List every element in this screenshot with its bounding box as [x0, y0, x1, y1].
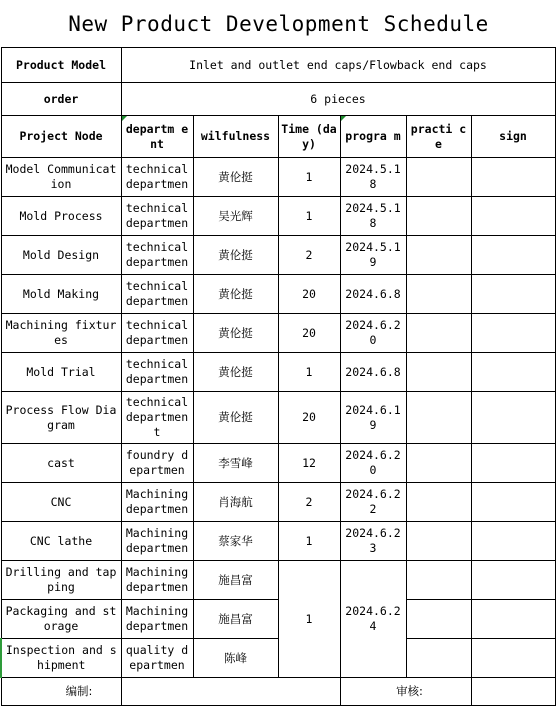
program-cell[interactable]: 2024.6.20: [340, 444, 406, 483]
department-cell[interactable]: technical departmen: [121, 158, 193, 197]
sign-cell[interactable]: [471, 275, 555, 314]
col-header-sign: sign: [471, 116, 555, 158]
program-cell-merged[interactable]: 2024.6.24: [340, 561, 406, 678]
practice-cell[interactable]: [406, 561, 471, 600]
table-row: [1, 444, 555, 483]
node-cell[interactable]: Mold Making: [1, 275, 121, 314]
practice-cell[interactable]: [406, 275, 471, 314]
person-cell[interactable]: 肖海航: [193, 483, 278, 522]
footer-row: [1, 678, 555, 706]
time-cell[interactable]: 1: [278, 353, 340, 392]
department-cell[interactable]: foundry departmen: [121, 444, 193, 483]
practice-cell[interactable]: [406, 392, 471, 444]
person-cell[interactable]: 黄伦挺: [193, 392, 278, 444]
sign-cell[interactable]: [471, 314, 555, 353]
program-cell[interactable]: 2024.5.18: [340, 158, 406, 197]
time-cell[interactable]: 20: [278, 392, 340, 444]
program-cell[interactable]: 2024.6.8: [340, 275, 406, 314]
table-row: [1, 561, 555, 600]
practice-cell[interactable]: [406, 483, 471, 522]
program-cell[interactable]: 2024.6.20: [340, 314, 406, 353]
department-cell[interactable]: technical departmen: [121, 275, 193, 314]
practice-cell[interactable]: [406, 158, 471, 197]
table-row: [1, 483, 555, 522]
time-cell-merged[interactable]: 1: [278, 561, 340, 678]
department-cell[interactable]: technical departmen: [121, 236, 193, 275]
person-cell[interactable]: 吴光辉: [193, 197, 278, 236]
table-row: [1, 522, 555, 561]
program-cell[interactable]: 2024.5.18: [340, 197, 406, 236]
table-row: [1, 275, 555, 314]
department-cell[interactable]: technical departmen t: [121, 392, 193, 444]
node-cell[interactable]: Model Communication: [1, 158, 121, 197]
person-cell[interactable]: 施昌富: [193, 561, 278, 600]
node-cell[interactable]: Machining fixtures: [1, 314, 121, 353]
header-row: [1, 116, 555, 158]
node-cell[interactable]: Mold Trial: [1, 353, 121, 392]
order-row: [1, 83, 555, 116]
page-title: New Product Development Schedule: [68, 11, 489, 36]
table-row: [1, 236, 555, 275]
time-cell[interactable]: 20: [278, 314, 340, 353]
node-cell[interactable]: Inspection and shipment: [1, 639, 121, 678]
order-label: order: [1, 83, 121, 116]
order-value[interactable]: 6 pieces: [121, 83, 555, 116]
department-cell[interactable]: technical departmen: [121, 197, 193, 236]
sign-cell[interactable]: [471, 483, 555, 522]
table-row: [1, 158, 555, 197]
practice-cell[interactable]: [406, 314, 471, 353]
compiled-by-label: 编制:: [1, 678, 121, 706]
person-cell[interactable]: 黄伦挺: [193, 158, 278, 197]
col-header-wilfulness: wilfulness: [193, 116, 278, 158]
person-cell[interactable]: 黄伦挺: [193, 236, 278, 275]
col-header-node: Project Node: [1, 116, 121, 158]
sign-cell[interactable]: [471, 522, 555, 561]
node-cell[interactable]: Process Flow Diagram: [1, 392, 121, 444]
program-cell[interactable]: 2024.5.19: [340, 236, 406, 275]
program-cell[interactable]: 2024.6.22: [340, 483, 406, 522]
person-cell[interactable]: 黄伦挺: [193, 353, 278, 392]
compiled-by-field[interactable]: [121, 678, 340, 706]
sign-cell[interactable]: [471, 236, 555, 275]
table-row: [1, 392, 555, 444]
product-model-value[interactable]: Inlet and outlet end caps/Flowback end caps: [121, 48, 555, 83]
department-cell[interactable]: Machining departmen: [121, 600, 193, 639]
person-cell[interactable]: 黄伦挺: [193, 275, 278, 314]
practice-cell[interactable]: [406, 444, 471, 483]
table-row: [1, 353, 555, 392]
product-model-row: [1, 48, 555, 83]
time-cell[interactable]: 12: [278, 444, 340, 483]
schedule-table: [0, 47, 556, 706]
practice-cell[interactable]: [406, 236, 471, 275]
department-cell[interactable]: Machining departmen: [121, 522, 193, 561]
person-cell[interactable]: 陈峰: [193, 639, 278, 678]
col-header-time: Time (day): [278, 116, 340, 158]
col-header-program: progra m: [340, 116, 406, 158]
person-cell[interactable]: 蔡家华: [193, 522, 278, 561]
sign-cell[interactable]: [471, 444, 555, 483]
node-cell[interactable]: Drilling and tapping: [1, 561, 121, 600]
time-cell[interactable]: 1: [278, 197, 340, 236]
time-cell[interactable]: 2: [278, 236, 340, 275]
table-row: [1, 197, 555, 236]
program-cell[interactable]: 2024.6.23: [340, 522, 406, 561]
sign-cell[interactable]: [471, 561, 555, 600]
node-cell[interactable]: Mold Design: [1, 236, 121, 275]
node-cell[interactable]: Packaging and storage: [1, 600, 121, 639]
sign-cell[interactable]: [471, 392, 555, 444]
table-row: [1, 314, 555, 353]
time-cell[interactable]: 20: [278, 275, 340, 314]
department-cell[interactable]: quality departmen: [121, 639, 193, 678]
department-cell[interactable]: technical departmen: [121, 353, 193, 392]
time-cell[interactable]: 1: [278, 158, 340, 197]
department-cell[interactable]: Machining departmen: [121, 483, 193, 522]
time-cell[interactable]: 1: [278, 522, 340, 561]
node-cell[interactable]: CNC lathe: [1, 522, 121, 561]
person-cell[interactable]: 黄伦挺: [193, 314, 278, 353]
sign-cell[interactable]: [471, 158, 555, 197]
practice-cell[interactable]: [406, 639, 471, 678]
department-cell[interactable]: technical departmen: [121, 314, 193, 353]
sign-cell[interactable]: [471, 600, 555, 639]
department-cell[interactable]: Machining departmen: [121, 561, 193, 600]
practice-cell[interactable]: [406, 353, 471, 392]
practice-cell[interactable]: [406, 600, 471, 639]
program-cell[interactable]: 2024.6.8: [340, 353, 406, 392]
node-cell[interactable]: CNC: [1, 483, 121, 522]
col-header-practice: practi ce: [406, 116, 471, 158]
reviewed-by-field[interactable]: [471, 678, 555, 706]
person-cell[interactable]: 施昌富: [193, 600, 278, 639]
reviewed-by-label: 审核:: [340, 678, 471, 706]
node-cell[interactable]: Mold Process: [1, 197, 121, 236]
program-cell[interactable]: 2024.6.19: [340, 392, 406, 444]
sign-cell[interactable]: [471, 197, 555, 236]
sign-cell[interactable]: [471, 639, 555, 678]
sign-cell[interactable]: [471, 353, 555, 392]
col-header-department: departm ent: [121, 116, 193, 158]
practice-cell[interactable]: [406, 197, 471, 236]
practice-cell[interactable]: [406, 522, 471, 561]
person-cell[interactable]: 李雪峰: [193, 444, 278, 483]
node-cell[interactable]: cast: [1, 444, 121, 483]
time-cell[interactable]: 2: [278, 483, 340, 522]
product-model-label: Product Model: [1, 48, 121, 83]
